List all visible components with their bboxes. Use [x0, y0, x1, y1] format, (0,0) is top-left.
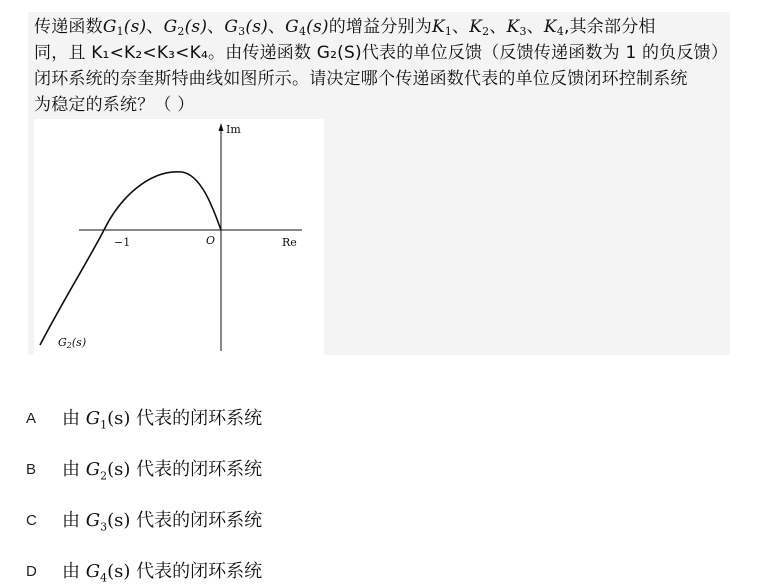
option-a-letter: A	[26, 409, 37, 427]
gain-k4	[544, 17, 564, 37]
option-b-sub: 2	[100, 469, 108, 483]
fn-g1-letter: G	[102, 17, 117, 37]
question-line-3: 闭环系统的奈奎斯特曲线如图所示。请决定哪个传递函数代表的单位反馈闭环控制系统	[34, 69, 688, 89]
option-d[interactable]	[26, 557, 262, 585]
fn-g1-sub: 1	[116, 25, 124, 38]
option-d-sub: 4	[100, 571, 108, 585]
option-a-text	[62, 404, 262, 432]
fn-g2-letter: G	[163, 17, 178, 37]
option-c-letter: C	[26, 511, 37, 529]
fn-g4-letter: G	[285, 17, 299, 37]
fn-g4-sub: 4	[298, 25, 307, 38]
fn-g3-arg: (s)	[245, 17, 268, 37]
sep-1: 、	[146, 17, 164, 37]
fn-g3	[224, 17, 268, 37]
fn-g4-arg: (s)	[306, 17, 329, 37]
option-a[interactable]	[26, 404, 262, 432]
option-c-sub: 3	[100, 520, 108, 534]
fn-g3-letter: G	[224, 17, 239, 37]
nyquist-curve	[40, 172, 221, 345]
x-axis-label: Re	[282, 236, 297, 249]
origin-label: O	[206, 234, 216, 247]
option-b-g: G	[85, 459, 101, 481]
gain-k2	[469, 17, 489, 37]
curve-label-sub: 2	[66, 341, 72, 350]
option-d-text	[62, 557, 262, 585]
gain-k2-sub: 2	[482, 25, 490, 38]
sep-3: 、	[267, 17, 286, 37]
fn-g2-sub: 2	[177, 25, 185, 38]
gain-k2-letter: K	[469, 17, 483, 37]
gain-k1-sub: 1	[444, 25, 453, 38]
gain-k3	[507, 17, 527, 37]
gain-k3-letter: K	[506, 17, 520, 37]
option-c-suffix: (s) 代表的闭环系统	[107, 510, 263, 532]
question-text-rest: ,其余部分相	[563, 17, 656, 37]
curve-label	[58, 336, 86, 350]
question-line-1	[34, 16, 656, 43]
sep-4: 、	[452, 17, 470, 37]
option-a-prefix: 由	[62, 408, 86, 430]
option-a-sub: 1	[100, 418, 108, 432]
nyquist-plot-svg	[34, 119, 324, 355]
fn-g2	[164, 17, 208, 37]
option-b-text	[62, 455, 262, 483]
minus-one-tick-label: −1	[114, 236, 131, 249]
question-line-4: 为稳定的系统？（ ）	[34, 95, 195, 115]
option-c[interactable]	[26, 506, 262, 534]
gain-k1-letter: K	[431, 17, 445, 37]
y-axis-label: Im	[226, 123, 241, 136]
fn-g3-sub: 3	[238, 25, 246, 38]
option-a-g: G	[85, 408, 101, 430]
gain-k3-sub: 3	[519, 25, 527, 38]
gain-k4-letter: K	[543, 17, 557, 37]
option-a-suffix: (s) 代表的闭环系统	[107, 408, 263, 430]
sep-6: 、	[526, 17, 544, 37]
option-d-g: G	[85, 561, 101, 583]
question-panel	[28, 12, 730, 355]
sep-5: 、	[489, 17, 507, 37]
fn-g1-arg: (s)	[123, 17, 147, 37]
option-b[interactable]	[26, 455, 262, 483]
option-c-g: G	[85, 510, 101, 532]
fn-g2-arg: (s)	[184, 17, 208, 37]
option-d-suffix: (s) 代表的闭环系统	[107, 561, 263, 583]
question-text-intro: 传递函数	[34, 17, 103, 37]
option-c-prefix: 由	[62, 510, 86, 532]
curve-label-g: G	[58, 336, 67, 349]
imaginary-axis-arrow	[219, 123, 224, 131]
nyquist-plot	[34, 119, 324, 355]
option-b-prefix: 由	[62, 459, 86, 481]
question-line-2: 同，且 K₁<K₂<K₃<K₄。由传递函数 G₂(S)代表的单位反馈（反馈传递函数为 1 的负反馈）	[34, 43, 729, 63]
gain-k1	[432, 17, 452, 37]
sep-2: 、	[207, 17, 225, 37]
option-d-prefix: 由	[62, 561, 86, 583]
curve-label-arg: (s)	[71, 336, 87, 349]
option-b-letter: B	[26, 460, 37, 478]
fn-g1	[103, 17, 147, 37]
gain-k4-sub: 4	[556, 25, 564, 38]
fn-g4	[285, 17, 329, 37]
option-b-suffix: (s) 代表的闭环系统	[107, 459, 263, 481]
option-c-text	[62, 506, 262, 534]
question-text-gain: 的增益分别为	[328, 17, 432, 37]
option-d-letter: D	[26, 562, 37, 580]
